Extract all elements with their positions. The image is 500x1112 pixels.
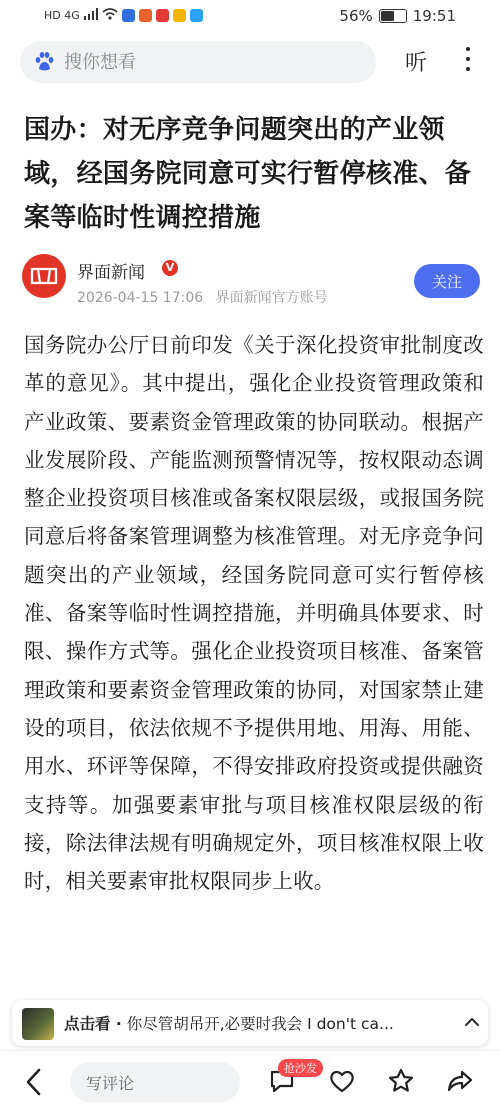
publish-date: 2026-04-15 17:06 bbox=[77, 290, 204, 306]
article-body: 国务院办公厅日前印发《关于深化投资审批制度改革的意见》。其中提出，强化企业投资管理政策和产业政策、要素资金管理政策的协同联动。根据产业发展阶段、产能监测预警情况等，按权限动态调整企业投资项目核准或备案权限层级，或报国务院同意后将备案管理调整为核准管理。对无序竞争问题突出的产业领域，经国务院同意可实行暂停核准、备案等临时性调控措施，并明确具体要求、时限、操作方式等。强化企业投资项目核准、备案管理政策和要素资金管理政策的协同，对国家禁止建设的项目，依法依规不予提供用地、用海、用能、用水、环评等保障，不得安排政府投资或提供融资支持等。加强要素审批与项目核准权限层级的衔接，除法律法规有明确规定外，项目核准权限上收时，相关要素审批权限同步上收。 bbox=[24, 333, 484, 894]
wifi-icon bbox=[102, 8, 118, 23]
baidu-paw-icon bbox=[32, 50, 56, 74]
comment-input[interactable] bbox=[70, 1062, 240, 1102]
author-avatar[interactable] bbox=[22, 254, 66, 298]
account-type: 界面新闻官方账号 bbox=[215, 290, 328, 306]
app-notification-icon bbox=[190, 9, 203, 22]
signal-icon bbox=[84, 8, 98, 23]
back-arrow-icon[interactable] bbox=[22, 1067, 46, 1097]
jiemian-logo-icon bbox=[30, 266, 58, 286]
content-fade bbox=[0, 960, 500, 1000]
search-box[interactable] bbox=[20, 41, 376, 83]
app-notification-icon bbox=[156, 9, 169, 22]
battery-icon bbox=[379, 9, 407, 23]
ticker-thumbnail bbox=[22, 1008, 54, 1040]
chevron-up-icon[interactable] bbox=[462, 1012, 482, 1032]
comment-placeholder: 写评论 bbox=[86, 1073, 135, 1093]
favorite-star-icon[interactable] bbox=[387, 1067, 415, 1095]
verified-icon: V bbox=[162, 260, 178, 276]
app-notification-icon bbox=[122, 9, 135, 22]
video-ticker[interactable] bbox=[12, 1000, 488, 1046]
status-left bbox=[44, 8, 203, 23]
search-input[interactable] bbox=[62, 51, 346, 74]
author-row bbox=[22, 252, 482, 312]
sofa-badge: 抢沙发 bbox=[278, 1059, 323, 1077]
ticker-prefix: 点击看 · bbox=[64, 1015, 122, 1033]
app-notification-icon bbox=[173, 9, 186, 22]
listen-button[interactable]: 听 bbox=[405, 51, 428, 76]
author-name[interactable]: 界面新闻 bbox=[77, 263, 145, 283]
like-heart-icon[interactable] bbox=[328, 1067, 356, 1095]
ticker-text bbox=[64, 1012, 454, 1034]
status-right bbox=[339, 7, 456, 25]
article-meta bbox=[77, 287, 336, 307]
clock: 19:51 bbox=[412, 7, 456, 25]
battery-percent: 56% bbox=[339, 7, 373, 25]
search-row bbox=[0, 38, 500, 86]
more-menu-icon[interactable] bbox=[458, 44, 478, 74]
app-notification-icon bbox=[139, 9, 152, 22]
bottom-bar bbox=[0, 1050, 500, 1112]
follow-button[interactable]: 关注 bbox=[414, 264, 480, 298]
ticker-content: 你尽管胡吊开,必要时我会 I don't ca... bbox=[126, 1015, 394, 1033]
battery-fill bbox=[381, 11, 394, 21]
network-indicator: HD 4G bbox=[44, 9, 80, 22]
status-bar bbox=[0, 0, 500, 34]
article-title: 国办：对无序竞争问题突出的产业领域，经国务院同意可实行暂停核准、备案等临时性调控措施 bbox=[24, 115, 472, 233]
share-icon[interactable] bbox=[446, 1067, 474, 1095]
